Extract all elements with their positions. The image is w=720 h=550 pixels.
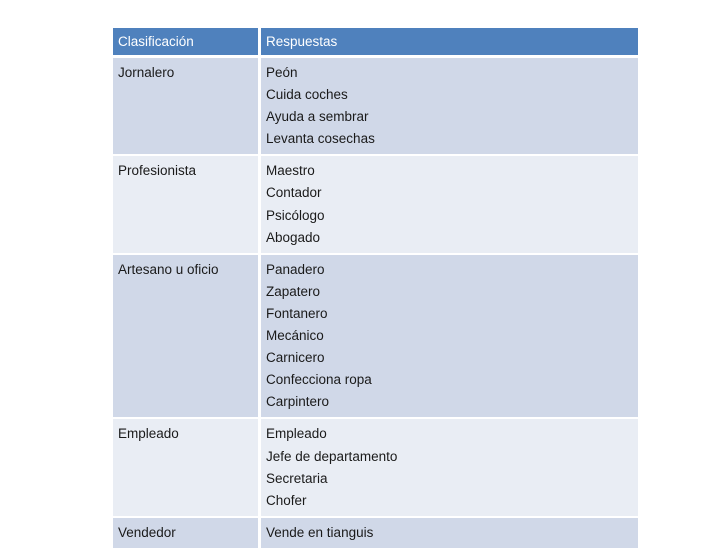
row-clasificacion: Jornalero xyxy=(113,58,258,154)
respuesta-item: Peón xyxy=(266,65,298,80)
respuesta-item: Abogado xyxy=(266,229,321,245)
table-row xyxy=(113,156,638,252)
respuesta-item: Fontanero xyxy=(266,305,328,321)
table-row xyxy=(113,419,638,515)
table-row xyxy=(113,255,638,418)
table-row xyxy=(113,518,638,548)
respuesta-item: Maestro xyxy=(266,163,315,179)
respuesta-item: Cuida coches xyxy=(266,87,348,103)
respuesta-item: Secretaria xyxy=(266,470,328,486)
row-respuestas xyxy=(261,156,638,252)
respuesta-item: Panadero xyxy=(266,261,325,277)
row-clasificacion: Vendedor xyxy=(113,518,258,548)
respuesta-item: Ayuda a sembrar xyxy=(266,109,369,125)
row-clasificacion: Profesionista xyxy=(113,156,258,252)
respuesta-item: Chofer xyxy=(266,492,307,508)
header-respuestas: Respuestas xyxy=(261,28,638,55)
classification-table xyxy=(113,28,638,550)
respuesta-item: Carpintero xyxy=(266,394,330,410)
table-row xyxy=(113,58,638,154)
respuesta-item: Levanta cosechas xyxy=(266,131,375,147)
row-clasificacion: Artesano u oficio xyxy=(113,255,258,418)
respuesta-item: Jefe de departamento xyxy=(266,448,398,464)
row-respuestas xyxy=(261,255,638,418)
table-header-row xyxy=(113,28,638,55)
respuesta-item: Contador xyxy=(266,185,322,201)
row-clasificacion: Empleado xyxy=(113,419,258,515)
respuesta-item: Vende en tianguis xyxy=(266,524,374,540)
row-respuestas xyxy=(261,518,638,548)
row-respuestas xyxy=(261,58,638,154)
header-clasificacion: Clasificación xyxy=(113,28,258,55)
row-respuestas xyxy=(261,419,638,515)
respuesta-item: Zapatero xyxy=(266,283,321,299)
respuesta-item: Mecánico xyxy=(266,328,324,344)
respuesta-item: Empleado xyxy=(266,426,327,442)
respuesta-item: Psicólogo xyxy=(266,207,325,223)
respuesta-item: Confecciona ropa xyxy=(266,372,372,388)
respuesta-item: Carnicero xyxy=(266,350,325,366)
